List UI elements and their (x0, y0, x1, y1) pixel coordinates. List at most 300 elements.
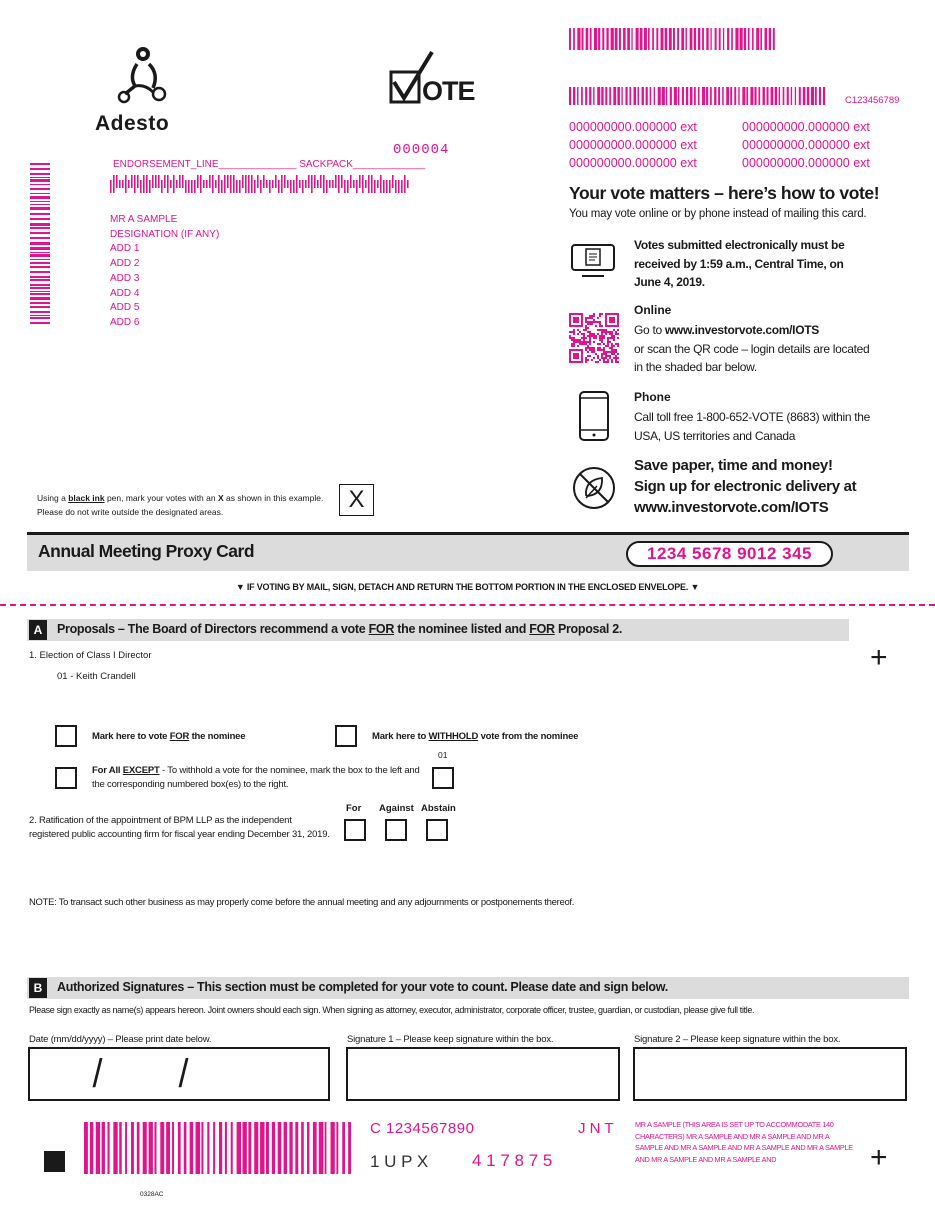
barcode-bar (727, 28, 729, 50)
barcode-bar (278, 180, 280, 193)
barcode-bar (586, 28, 589, 50)
qr-module (597, 349, 599, 351)
barcode-bar (677, 28, 679, 50)
withhold-nominee-checkbox[interactable] (335, 725, 357, 747)
qr-module (595, 353, 597, 355)
barcode-bar (30, 227, 50, 229)
for-all-except-label (92, 764, 427, 792)
qr-module (603, 335, 605, 337)
barcode-bar (215, 180, 217, 188)
barcode-bar (188, 180, 190, 193)
qr-module (581, 333, 583, 335)
barcode-bar (221, 180, 223, 193)
barcode-bar (365, 180, 367, 188)
barcode-bar (30, 204, 50, 205)
barcode-bar (631, 28, 632, 50)
address-line-2: DESIGNATION (IF ANY) (110, 228, 220, 240)
barcode-bar (272, 1122, 275, 1174)
barcode-bar (642, 87, 644, 105)
barcode-bar (767, 87, 769, 105)
qr-module (585, 317, 587, 319)
barcode-bar (239, 180, 241, 193)
qr-module (583, 341, 585, 343)
barcode-bar (338, 175, 340, 193)
barcode-bar (308, 175, 310, 188)
barcode-bar (395, 180, 397, 193)
barcode-bar (730, 87, 732, 105)
barcode-bar (674, 87, 677, 105)
barcode-bar (740, 28, 743, 50)
barcode-bar (272, 180, 274, 188)
footer-square-mark (44, 1151, 65, 1172)
barcode-bar (30, 254, 50, 257)
qr-module (615, 351, 617, 353)
qr-module (573, 329, 575, 331)
qr-module (573, 337, 575, 339)
qr-module (603, 347, 605, 349)
barcode-bar (197, 175, 199, 188)
qr-module (607, 343, 609, 345)
barcode-bar (84, 1122, 88, 1174)
qr-module (579, 343, 581, 345)
barcode-bar (694, 28, 696, 50)
barcode-bar (30, 218, 50, 220)
qr-module (601, 313, 603, 315)
barcode-bar (735, 28, 738, 50)
instr-e: as shown in this example. (223, 493, 324, 503)
barcode-bar (30, 315, 50, 316)
qr-module (617, 333, 619, 335)
sa-h3: Proposal 2. (554, 622, 623, 636)
date-label: Date (mm/dd/yyyy) – Please print date below. (29, 1034, 212, 1045)
barcode-bar (190, 1122, 194, 1174)
qr-module (607, 331, 609, 333)
barcode-bar (682, 87, 684, 105)
qr-module (569, 331, 571, 333)
barcode-bar (96, 1122, 100, 1174)
barcode-bar (30, 232, 50, 234)
barcode-bar (225, 1122, 227, 1174)
address-line-6: ADD 4 (110, 287, 140, 299)
qr-module (589, 335, 591, 337)
example-mark-box (339, 484, 374, 516)
barcode-bar (155, 175, 157, 188)
barcode-bar (152, 175, 154, 188)
barcode-bar (617, 87, 620, 105)
proposal2-abstain-checkbox[interactable] (426, 819, 448, 841)
barcode-bar (30, 179, 50, 182)
qr-module (615, 349, 617, 351)
barcode-bar (320, 175, 322, 188)
qr-module (581, 343, 583, 345)
qr-module (593, 337, 595, 339)
qr-module (585, 325, 587, 327)
barcode-bar (573, 28, 575, 50)
barcode-bar (744, 28, 746, 50)
barcode-bar (342, 1122, 345, 1174)
section-a-header (57, 622, 622, 636)
barcode-bar (90, 1122, 93, 1174)
qr-module (611, 351, 613, 353)
barcode-bar (161, 180, 163, 193)
computer-icon (570, 243, 616, 279)
mark-instructions (37, 491, 323, 519)
qr-module (615, 333, 617, 335)
qr-module (585, 349, 587, 351)
barcode-bar (368, 175, 370, 193)
qr-module (601, 341, 603, 343)
paper-line-1: Save paper, time and money! (634, 457, 833, 474)
qr-module (597, 333, 599, 335)
barcode-bar (254, 1122, 258, 1174)
barcode-bar (734, 87, 736, 105)
barcode-bar (779, 87, 780, 105)
qr-module (617, 329, 619, 331)
barcode-bar (178, 1122, 181, 1174)
proposal2-for-checkbox[interactable] (344, 819, 366, 841)
qr-module (617, 353, 619, 355)
barcode-bar (224, 175, 226, 193)
address-line-8: ADD 6 (110, 316, 140, 328)
barcode-bar (326, 180, 328, 193)
barcode-bar (609, 87, 611, 105)
barcode-bar (213, 1122, 215, 1174)
barcode-bar (30, 279, 50, 281)
barcode-bar (335, 175, 337, 188)
barcode-bar (763, 87, 765, 105)
qr-module (585, 357, 587, 359)
proposal2-against-checkbox[interactable] (385, 819, 407, 841)
barcode-bar (398, 180, 400, 193)
barcode-bar (317, 180, 319, 188)
qr-module (583, 335, 585, 337)
barcode-bar (723, 28, 724, 50)
barcode-bar (336, 1122, 338, 1174)
qr-module (589, 339, 591, 341)
barcode-bar (594, 28, 597, 50)
ext-line-3: 000000000.000000 ext (569, 138, 697, 152)
sequence-number: 000004 (393, 142, 450, 158)
barcode-bar (650, 87, 652, 105)
barcode-bar (389, 180, 391, 193)
barcode-bar (573, 87, 575, 105)
phone-icon (578, 390, 610, 442)
barcode-bar (266, 180, 268, 188)
barcode-bar (769, 28, 771, 50)
barcode-bar (30, 213, 50, 215)
barcode-bar (30, 173, 50, 175)
barcode-bar (30, 259, 50, 260)
qr-module (603, 331, 605, 333)
barcode-bar (30, 284, 50, 286)
barcode-bar (718, 87, 720, 105)
ext-line-5: 000000000.000000 ext (569, 156, 697, 170)
qr-finder (573, 317, 579, 323)
barcode-bar (601, 87, 603, 105)
qr-module (585, 337, 587, 339)
online-text-rest: or scan the QR code – login details are located in the shaded bar below. (634, 341, 870, 374)
barcode-bar (758, 87, 760, 105)
qr-module (569, 335, 571, 337)
address-line-5: ADD 3 (110, 272, 140, 284)
barcode-bar (125, 175, 127, 193)
qr-module (585, 341, 587, 343)
barcode-bar (307, 1122, 309, 1174)
barcode-bar (611, 28, 614, 50)
online-url-link[interactable]: www.investorvote.com/IOTS (664, 323, 819, 337)
barcode-bar (353, 180, 355, 188)
barcode-bar (658, 87, 661, 105)
qr-module (603, 329, 605, 331)
qr-module (609, 351, 611, 353)
barcode-bar (233, 175, 235, 193)
barcode-bar (30, 223, 50, 226)
barcode-bar (819, 87, 821, 105)
vote-for-label (92, 731, 245, 742)
vote-logo (388, 50, 488, 110)
date-slash-2: / (178, 1052, 189, 1096)
qr-module (599, 359, 601, 361)
qr-module (613, 349, 615, 351)
barcode-bar (754, 87, 756, 105)
barcode-bar (673, 28, 675, 50)
qr-module (597, 317, 599, 319)
qr-module (601, 353, 603, 355)
item1-title: 1. Election of Class I Director (29, 650, 152, 661)
barcode-bar (191, 180, 193, 193)
qr-module (609, 357, 611, 359)
barcode-bar (260, 180, 262, 193)
qr-module (587, 355, 589, 357)
barcode-bar (219, 1122, 222, 1174)
nominee-name: 01 - Keith Crandell (57, 671, 136, 682)
withhold-label-b: WITHHOLD (428, 731, 479, 742)
qr-module (599, 325, 601, 327)
qr-module (587, 347, 589, 349)
online-text (634, 321, 879, 377)
barcode-bar (30, 262, 50, 264)
col-abstain-label: Abstain (421, 803, 456, 814)
barcode-bar (386, 180, 388, 193)
vote-logo-text: OTE (422, 76, 475, 106)
barcode-bar (30, 291, 50, 292)
qr-module (599, 335, 601, 337)
qr-module (611, 337, 613, 339)
barcode-bar (30, 247, 50, 250)
footer-jnt: J N T (578, 1120, 614, 1137)
barcode-bar (30, 252, 50, 253)
example-mark: X (348, 486, 365, 513)
qr-module (571, 337, 573, 339)
barcode-bar (623, 28, 626, 50)
barcode-bar (756, 28, 759, 50)
vote-headline: Your vote matters – here’s how to vote! (569, 183, 880, 203)
qr-module (577, 339, 579, 341)
barcode-bar (765, 28, 768, 50)
barcode-bar (296, 175, 298, 193)
qr-module (589, 337, 591, 339)
qr-module (583, 339, 585, 341)
barcode-bar (30, 163, 50, 165)
barcode-bar (196, 1122, 201, 1174)
barcode-bar (119, 180, 121, 188)
footer-barcode (84, 1122, 354, 1174)
barcode-bar (301, 1122, 304, 1174)
barcode-bar (742, 87, 745, 105)
vote-for-nominee-checkbox[interactable] (55, 725, 77, 747)
barcode-bar (347, 180, 349, 193)
barcode-bar (30, 207, 50, 210)
barcode-bar (218, 175, 220, 193)
qr-module (611, 333, 613, 335)
qr-module (611, 359, 613, 361)
qr-module (587, 327, 589, 329)
qr-module (581, 341, 583, 343)
barcode-bar (619, 28, 621, 50)
imb-barcode (110, 175, 410, 193)
qr-module (589, 355, 591, 357)
qr-module (585, 319, 587, 321)
barcode-bar (644, 28, 647, 50)
qr-module (593, 321, 595, 323)
barcode-bar (577, 28, 580, 50)
footer-number: 4 1 7 8 7 5 (472, 1151, 553, 1170)
barcode-bar (771, 87, 774, 105)
except-label-a: For All (92, 765, 123, 776)
qr-module (593, 315, 595, 317)
qr-module (589, 349, 591, 351)
qr-module (615, 359, 617, 361)
barcode-bar (407, 180, 409, 188)
barcode-bar (665, 28, 668, 50)
qr-module (611, 347, 613, 349)
control-number-text: 1234 5678 9012 345 (647, 544, 812, 563)
for-all-except-checkbox[interactable] (55, 767, 77, 789)
form-code: 0328AC (140, 1191, 164, 1198)
barcode-bar (269, 180, 271, 193)
phone-text: Call toll free 1-800-652-VOTE (8683) within the USA, US territories and Canada (634, 410, 871, 443)
barcode-bar (113, 1122, 117, 1174)
qr-module (605, 361, 607, 363)
qr-module (595, 361, 597, 363)
qr-module (593, 335, 595, 337)
barcode-bar (356, 180, 358, 193)
sa-h2: the nominee listed and (394, 622, 530, 636)
barcode-bar (170, 180, 172, 188)
qr-module (593, 349, 595, 351)
instr-black-ink: black ink (68, 493, 105, 503)
sa-for2: FOR (529, 622, 555, 636)
qr-module (605, 355, 607, 357)
signature-2-box[interactable] (633, 1047, 907, 1101)
qr-module (579, 331, 581, 333)
barcode-bar (287, 180, 289, 188)
address-line-4: ADD 2 (110, 258, 140, 270)
footer-c-code: C 1234567890 (370, 1120, 475, 1137)
qr-module (591, 335, 593, 337)
except-label-b: EXCEPT (122, 765, 160, 776)
barcode-bar (295, 1122, 298, 1174)
qr-module (613, 351, 615, 353)
barcode-bar (726, 87, 729, 105)
qr-module (595, 325, 597, 327)
barcode-bar (646, 87, 648, 105)
barcode-bar (293, 180, 295, 193)
qr-module (599, 347, 601, 349)
barcode-bar (319, 1122, 324, 1174)
date-input-box[interactable] (28, 1047, 330, 1101)
paper-line-3[interactable]: www.investorvote.com/IOTS (634, 499, 829, 516)
qr-module (601, 357, 603, 359)
vote-subhead: You may vote online or by phone instead of mailing this card. (569, 208, 867, 220)
qr-module (595, 335, 597, 337)
barcode-bar (746, 87, 748, 105)
qr-module (615, 331, 617, 333)
qr-module (591, 323, 593, 325)
qr-module (597, 361, 599, 363)
qr-module (599, 349, 601, 351)
barcode-bar (185, 180, 187, 193)
barcode-bar (113, 175, 115, 193)
qr-module (615, 361, 617, 363)
barcode-bar (266, 1122, 269, 1174)
barcode-bar (30, 317, 50, 319)
barcode-bar (131, 1122, 134, 1174)
qr-module (609, 341, 611, 343)
except-nominee-01-checkbox[interactable] (432, 767, 454, 789)
barcode-bar (227, 175, 229, 188)
section-b-instructions: Please sign exactly as name(s) appears hereon. Joint owners should each sign. When signing as attorney, executor, administrator, corporate officer, trustee, guardian, or custodian, please give full title. (29, 1005, 755, 1015)
barcode-bar (143, 175, 145, 193)
barcode-bar (331, 1122, 335, 1174)
qr-module (587, 321, 589, 323)
barcode-bar (257, 175, 259, 188)
qr-module (575, 339, 577, 341)
qr-module (577, 329, 579, 331)
qr-module (581, 337, 583, 339)
barcode-bar (811, 87, 814, 105)
mark-instructions-line-2: Please do not write outside the designated areas. (37, 507, 224, 517)
barcode-bar (30, 322, 50, 324)
qr-module (589, 321, 591, 323)
paper-line-2: Sign up for electronic delivery at (634, 478, 857, 495)
barcode-bar (625, 87, 627, 105)
qr-module (617, 343, 619, 345)
barcode-bar (690, 87, 693, 105)
barcode-bar (128, 180, 130, 188)
qr-module (573, 333, 575, 335)
section-b-letter: B (29, 978, 47, 998)
barcode-bar (194, 180, 196, 193)
barcode-bar (149, 1122, 153, 1174)
qr-module (607, 341, 609, 343)
account-barcode (569, 87, 827, 105)
signature-1-box[interactable] (346, 1047, 620, 1101)
barcode-bar (284, 175, 286, 188)
barcode-bar (122, 180, 124, 188)
barcode-bar (154, 1122, 156, 1174)
barcode-bar (30, 271, 50, 273)
qr-module (617, 337, 619, 339)
barcode-bar (681, 28, 684, 50)
qr-module (583, 329, 585, 331)
adesto-logo-icon (115, 44, 175, 106)
barcode-bar (164, 175, 166, 188)
except-number-label: 01 (438, 750, 448, 760)
barcode-bar (173, 175, 175, 193)
endorsement-line: ENDORSEMENT_LINE______________ SACKPACK_____________ (113, 159, 426, 170)
barcode-bar (167, 175, 169, 193)
